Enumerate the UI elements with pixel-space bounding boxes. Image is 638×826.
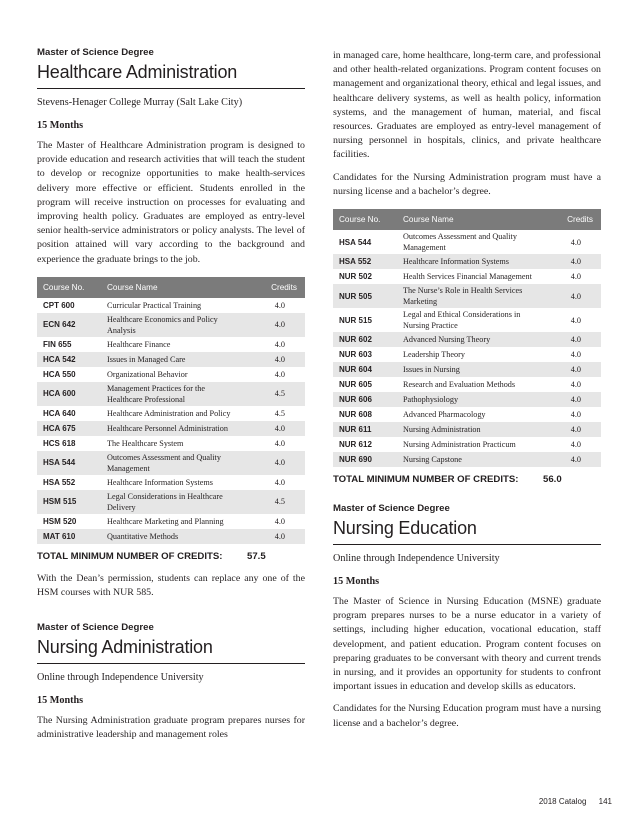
course-number: NUR 515 — [339, 315, 372, 325]
header-credits: Credits — [245, 277, 305, 298]
table-row — [333, 362, 601, 377]
table-header-row — [333, 209, 601, 230]
course-name: Outcomes Assessment and Quality Management — [403, 232, 517, 253]
course-number: NUR 608 — [339, 410, 372, 420]
course-number: HCS 618 — [43, 438, 76, 448]
header-course-name: Course Name — [101, 277, 245, 298]
table-row — [37, 298, 305, 313]
course-credits: 4.0 — [570, 410, 581, 420]
course-number: HSA 544 — [37, 451, 101, 475]
course-number: NUR 505 — [333, 284, 397, 308]
course-credits: 4.0 — [541, 392, 601, 407]
duration-nursing-admin: 15 Months — [37, 695, 84, 707]
course-number: ECN 642 — [37, 313, 101, 337]
course-name: Nursing Administration Practicum — [403, 440, 516, 450]
table-row — [333, 407, 601, 422]
table-row — [333, 254, 601, 269]
course-name: Issues in Nursing — [397, 362, 541, 377]
course-credits: 4.0 — [570, 380, 581, 390]
course-credits: 4.0 — [274, 339, 285, 349]
course-name: Management Practices for the Healthcare Professional — [101, 382, 245, 406]
course-credits: 4.0 — [570, 440, 581, 450]
course-table-healthcare-admin — [37, 277, 305, 544]
duration-nursing-education: 15 Months — [333, 576, 380, 588]
course-credits: 4.0 — [274, 369, 285, 379]
course-number: NUR 605 — [339, 380, 372, 390]
course-number: NUR 612 — [339, 440, 372, 450]
course-name: Healthcare Marketing and Planning — [107, 516, 224, 526]
right-column — [333, 0, 601, 731]
title-nursing-education: Nursing Education — [333, 518, 601, 545]
course-credits: 4.0 — [570, 350, 581, 360]
course-name: Healthcare Administration and Policy — [107, 408, 231, 418]
course-number: HCA 550 — [43, 369, 76, 379]
course-number: HSM 515 — [37, 490, 101, 514]
course-number: NUR 611 — [333, 422, 397, 437]
course-number: NUR 502 — [339, 272, 372, 282]
course-name: Legal and Ethical Considerations in Nursing Practice — [403, 310, 521, 331]
course-credits: 4.0 — [541, 422, 601, 437]
table-row — [333, 284, 601, 308]
location-healthcare-admin: Stevens-Henager College Murray (Salt Lake City) — [37, 97, 243, 108]
course-credits: 4.0 — [541, 284, 601, 308]
section-nursing-education — [333, 503, 601, 731]
course-number: HSA 544 — [339, 237, 372, 247]
note-healthcare-admin: With the Dean’s permission, students can replace any one of the HSM courses with NUR 585. — [37, 572, 305, 599]
page-footer — [539, 797, 612, 806]
course-credits: 4.0 — [570, 315, 581, 325]
table-row — [37, 475, 305, 490]
table-row — [37, 421, 305, 436]
course-number: HSM 520 — [43, 516, 77, 526]
table-row — [333, 452, 601, 467]
course-credits: 4.5 — [245, 382, 305, 406]
course-credits: 4.0 — [541, 332, 601, 347]
course-credits: 4.0 — [274, 516, 285, 526]
location-nursing-admin: Online through Independence University — [37, 672, 204, 684]
header-course-no: Course No. — [333, 209, 397, 230]
course-number: FIN 655 — [43, 339, 72, 349]
description-healthcare-admin: The Master of Healthcare Administration program is designed to provide education and research activities that will teach the student to develop or recognize opportunities to make health-services delivery more effective or efficient. Students enrolled in the program will receive instruction on processes for evaluating and improving health policy. Graduates are employed as entry-level senior health-service administrators or policy analysts. The level of position attained will vary according to the background and experience the graduate brings to the job. — [37, 140, 305, 265]
course-name: Healthcare Information Systems — [107, 477, 213, 487]
header-course-no: Course No. — [37, 277, 101, 298]
course-name: The Healthcare System — [107, 438, 184, 448]
course-name: Nursing Administration — [397, 422, 541, 437]
requirement-nursing-admin: Candidates for the Nursing Administration program must have a nursing license and a bachelor’s degree. — [333, 171, 601, 197]
course-name: Advanced Nursing Theory — [397, 332, 541, 347]
kicker-nursing-education: Master of Science Degree — [333, 503, 450, 515]
course-number: NUR 690 — [333, 452, 397, 467]
course-credits: 4.0 — [274, 300, 285, 310]
course-name: Healthcare Information Systems — [397, 254, 541, 269]
total-label: TOTAL MINIMUM NUMBER OF CREDITS: — [333, 474, 519, 486]
table-row — [37, 313, 305, 337]
course-name: Advanced Pharmacology — [403, 410, 486, 420]
table-row — [37, 337, 305, 352]
course-number: NUR 602 — [333, 332, 397, 347]
course-credits: 4.0 — [541, 362, 601, 377]
course-credits: 4.0 — [541, 254, 601, 269]
course-credits: 4.0 — [570, 272, 581, 282]
table-body — [37, 298, 305, 544]
table-row — [333, 230, 601, 254]
location-nursing-education: Online through Independence University — [333, 553, 500, 565]
course-credits: 4.0 — [274, 438, 285, 448]
table-row — [37, 367, 305, 382]
table-row — [333, 437, 601, 452]
course-number: NUR 604 — [333, 362, 397, 377]
duration-healthcare-admin: 15 Months — [37, 120, 84, 131]
table-row — [333, 269, 601, 284]
course-credits: 4.5 — [274, 408, 285, 418]
course-credits: 4.0 — [245, 451, 305, 475]
footer-page-number: 141 — [598, 797, 612, 806]
requirement-nursing-education: Candidates for the Nursing Education program must have a nursing license and a bachelor’s degree. — [333, 703, 601, 729]
header-course-name: Course Name — [397, 209, 541, 230]
course-credits: 4.0 — [245, 352, 305, 367]
course-name: Outcomes Assessment and Quality Management — [101, 451, 245, 475]
section-nursing-admin — [37, 622, 305, 742]
course-credits: 4.0 — [245, 313, 305, 337]
title-nursing-admin: Nursing Administration — [37, 637, 305, 664]
table-row — [333, 392, 601, 407]
course-name: Leadership Theory — [403, 350, 465, 360]
table-row — [333, 422, 601, 437]
course-name: Quantitative Methods — [101, 529, 245, 544]
table-row — [37, 529, 305, 544]
course-table-nursing-admin — [333, 209, 601, 467]
description-nursing-admin-end: in managed care, home healthcare, long-term care, and professional and other health-related organizations. Program content focuses on management and organizational theory, ethical and legal issues, and healthcare delivery systems, as well as health policy, information systems, and the management of human, material, and fiscal resources. Graduates are employed as entry-level management of nursing personnel in hospitals, clinics, and private healthcare facilities. — [333, 50, 601, 161]
course-name: Issues in Managed Care — [101, 352, 245, 367]
course-number: HSA 552 — [43, 477, 76, 487]
course-number: HSA 552 — [333, 254, 397, 269]
total-credits-healthcare-admin — [37, 551, 305, 562]
description-nursing-admin-start: The Nursing Administration graduate program prepares nurses for administrative leadership and management roles — [37, 715, 305, 741]
table-row — [333, 377, 601, 392]
table-row — [37, 406, 305, 421]
table-row — [37, 490, 305, 514]
total-value: 57.5 — [247, 550, 266, 562]
course-name: Legal Considerations in Healthcare Delivery — [101, 490, 245, 514]
header-credits: Credits — [541, 209, 601, 230]
course-credits: 4.5 — [245, 490, 305, 514]
course-name: Pathophysiology — [397, 392, 541, 407]
course-name: Research and Evaluation Methods — [403, 380, 516, 390]
table-row — [333, 347, 601, 362]
footer-catalog: 2018 Catalog — [538, 797, 587, 806]
course-number: NUR 606 — [333, 392, 397, 407]
course-name: Healthcare Finance — [107, 339, 171, 349]
table-row — [333, 308, 601, 332]
table-row — [37, 514, 305, 529]
left-column — [37, 0, 305, 743]
course-name: Organizational Behavior — [107, 369, 188, 379]
kicker-healthcare-admin: Master of Science Degree — [37, 47, 154, 58]
table-body — [333, 230, 601, 467]
course-number: HCA 640 — [43, 408, 76, 418]
total-label: TOTAL MINIMUM NUMBER OF CREDITS: — [37, 550, 223, 562]
course-number: HCA 600 — [37, 382, 101, 406]
course-credits: 4.0 — [245, 421, 305, 436]
course-name: Healthcare Economics and Policy Analysis — [101, 313, 245, 337]
course-credits: 4.0 — [541, 452, 601, 467]
course-number: CPT 600 — [43, 300, 75, 310]
course-name: Health Services Financial Management — [403, 272, 532, 282]
table-row — [37, 436, 305, 451]
course-number: MAT 610 — [37, 529, 101, 544]
description-nursing-education: The Master of Science in Nursing Education (MSNE) graduate program prepares nurses to be a nurse educator in a variety of settings, including higher education, vocational education, staff development, and patient education. Program content focuses on preparing graduates to be conversant with theory and current trends in nursing, and it provides an opportunity for students to confront important issues in education and develop skills as educators. — [333, 596, 601, 693]
table-row — [37, 382, 305, 406]
table-row — [37, 451, 305, 475]
table-row — [37, 352, 305, 367]
course-credits: 4.0 — [245, 529, 305, 544]
kicker-nursing-admin: Master of Science Degree — [37, 622, 154, 634]
course-name: The Nurse’s Role in Health Services Marketing — [397, 284, 541, 308]
course-name: Healthcare Personnel Administration — [101, 421, 245, 436]
course-name: Curricular Practical Training — [107, 300, 202, 310]
course-credits: 4.0 — [570, 237, 581, 247]
course-number: HCA 542 — [37, 352, 101, 367]
total-value: 56.0 — [543, 474, 562, 486]
course-number: NUR 603 — [339, 350, 372, 360]
course-number: HCA 675 — [37, 421, 101, 436]
course-name: Nursing Capstone — [397, 452, 541, 467]
total-credits-nursing-admin — [333, 474, 601, 485]
table-row — [333, 332, 601, 347]
title-healthcare-admin: Healthcare Administration — [37, 62, 305, 89]
course-credits: 4.0 — [274, 477, 285, 487]
table-header-row — [37, 277, 305, 298]
